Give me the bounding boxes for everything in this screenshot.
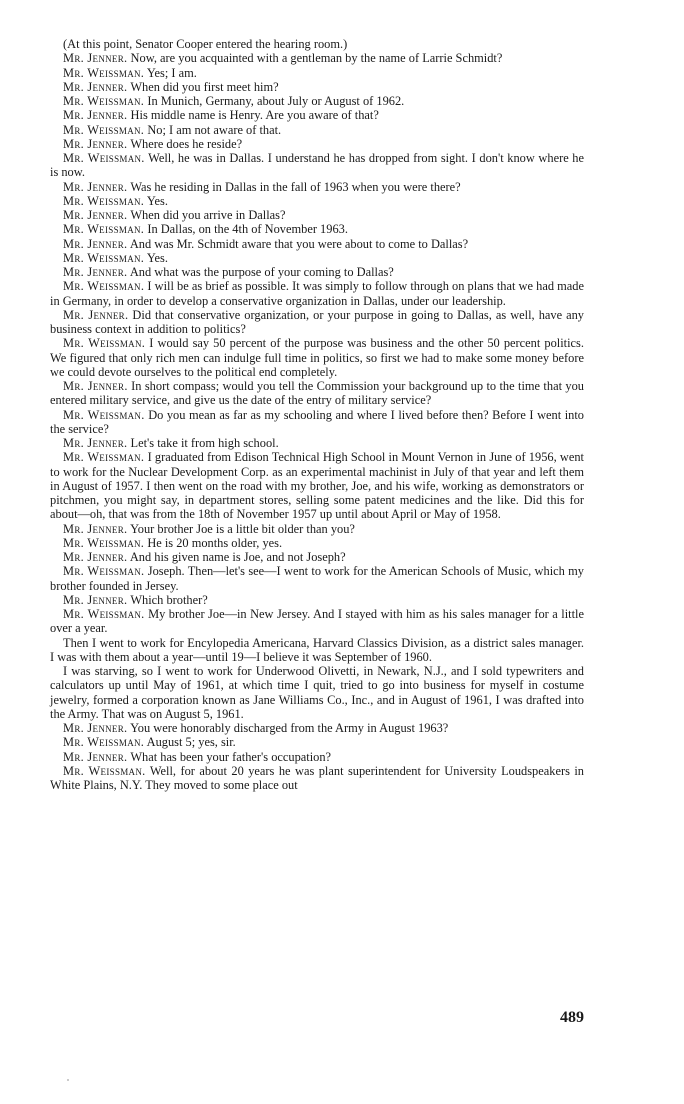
speaker-name: Mr. Jenner.	[63, 136, 128, 151]
speaker-name: Mr. Weissman.	[63, 193, 145, 208]
speaker-name: Mr. Jenner.	[63, 265, 128, 279]
transcript-paragraph	[50, 66, 584, 80]
testimony-text: Now, are you acquainted with a gentleman by the name of Larrie Schmidt?	[130, 51, 503, 66]
testimony-text: And what was the purpose of your coming to Dallas?	[129, 265, 394, 279]
transcript-paragraph	[50, 607, 584, 636]
transcript-paragraph	[50, 564, 584, 593]
testimony-text: I graduated from Edison Technical High School in Mount Vernon in June of 1956, went to work for the Nuclear Development Corp. as an experimental machinist in July of that year and left them in August of 1957. I then went on the road with my brother, Joe, and his wife, working as demonstrators or pitchmen, you might say, in department stores, selling some patent medicines and the like. Did this for about—oh, that was from the 18th of November 1957 up until about April or May of 1958.	[50, 450, 584, 522]
testimony-text: Then I went to work for Encylopedia Americana, Harvard Classics Division, as a district sales manager. I was with them about a year—until 19—I believe it was September of 1960.	[50, 635, 584, 664]
testimony-text: Do you mean as far as my schooling and where I lived before then? Before I went into the service?	[50, 407, 584, 436]
speaker-name: Mr. Jenner.	[63, 379, 128, 393]
transcript-paragraph	[50, 750, 584, 764]
testimony-text: In Dallas, on the 4th of November 1963.	[147, 222, 348, 237]
transcript-paragraph	[50, 336, 584, 379]
testimony-text: August 5; yes, sir.	[146, 735, 236, 750]
speaker-name: Mr. Jenner.	[63, 307, 129, 322]
speaker-name: Mr. Weissman.	[63, 763, 146, 778]
testimony-text: My brother Joe—in New Jersey. And I stayed with him as his sales manager for a little over a year.	[50, 607, 584, 636]
testimony-text: Yes; I am.	[146, 65, 197, 80]
speaker-name: Mr. Jenner.	[63, 436, 128, 450]
testimony-text: I was starving, so I went to work for Underwood Olivetti, in Newark, N.J., and I sold typewriters and calculators up until May of 1961, at which time I quit, tried to go into business for myself in costume jewelry, formed a corporation known as Jane Williams Co., Inc., and in August of 1961, I was drafted into the Army. That was on August 5, 1961.	[50, 664, 584, 721]
testimony-text: What has been your father's occupation?	[130, 749, 332, 764]
speaker-name: Mr. Weissman.	[63, 151, 145, 165]
speaker-name: Mr. Jenner.	[63, 521, 128, 536]
transcript-paragraph	[50, 764, 584, 793]
speaker-name: Mr. Jenner.	[63, 236, 128, 251]
testimony-text: Which brother?	[130, 592, 208, 607]
transcript-paragraph	[50, 308, 584, 337]
transcript-paragraph	[50, 636, 584, 665]
speaker-name: Mr. Weissman.	[63, 336, 146, 351]
testimony-text: And his given name is Joe, and not Joseph?	[129, 550, 346, 564]
testimony-text: Well, for about 20 years he was plant superintendent for University Loudspeakers in White Plains, N.Y. They moved to some place out	[50, 763, 584, 792]
transcript-paragraph	[50, 279, 584, 308]
transcript-paragraph	[50, 80, 584, 94]
transcript-paragraph	[50, 123, 584, 137]
transcript-paragraph	[50, 180, 584, 194]
speaker-name: Mr. Weissman.	[63, 122, 145, 137]
speaker-name: Mr. Jenner.	[63, 749, 128, 764]
transcript-paragraph	[50, 536, 584, 550]
transcript-paragraph	[50, 222, 584, 236]
testimony-text: No; I am not aware of that.	[147, 122, 282, 137]
speaker-name: Mr. Jenner.	[63, 208, 128, 222]
transcript-paragraph	[50, 379, 584, 408]
transcript-paragraph	[50, 593, 584, 607]
testimony-text: He is 20 months older, yes.	[147, 535, 283, 550]
testimony-text: Where does he reside?	[130, 136, 243, 151]
speaker-name: Mr. Jenner.	[63, 179, 128, 194]
speaker-name: Mr. Jenner.	[63, 592, 128, 607]
transcript-paragraph	[50, 522, 584, 536]
speaker-name: Mr. Jenner.	[63, 108, 128, 123]
transcript-paragraph	[50, 436, 584, 450]
transcript-paragraph	[50, 550, 584, 564]
testimony-text: Yes.	[146, 193, 168, 208]
testimony-text: Your brother Joe is a little bit older than you?	[130, 521, 355, 536]
transcript-paragraph	[50, 208, 584, 222]
transcript-paragraph	[50, 94, 584, 108]
testimony-text: I will be as brief as possible. It was simply to follow through on plans that we had made in Germany, in order to develop a conservative organization in Dallas, under our leadership.	[50, 279, 584, 308]
testimony-text: You were honorably discharged from the Army in August 1963?	[130, 721, 449, 735]
testimony-text: And was Mr. Schmidt aware that you were about to come to Dallas?	[129, 236, 469, 251]
speaker-name: Mr. Weissman.	[63, 250, 145, 265]
testimony-text: (At this point, Senator Cooper entered the hearing room.)	[63, 37, 348, 51]
transcript-paragraph	[50, 265, 584, 279]
testimony-text: When did you arrive in Dallas?	[130, 208, 286, 222]
speaker-name: Mr. Weissman.	[63, 407, 145, 422]
transcript-page	[50, 37, 584, 792]
page-number: 489	[560, 1009, 584, 1026]
testimony-text: In short compass; would you tell the Commission your background up to the time that you entered military service, and give us the date of the entry of military service?	[50, 379, 584, 408]
testimony-text: Did that conservative organization, or your purpose in going to Dallas, as well, have any business context in addition to politics?	[50, 307, 584, 336]
transcript-paragraph	[50, 151, 584, 180]
testimony-text: His middle name is Henry. Are you aware of that?	[130, 108, 379, 123]
transcript-paragraph	[50, 37, 584, 51]
speaker-name: Mr. Weissman.	[63, 222, 145, 237]
transcript-paragraph	[50, 408, 584, 437]
speaker-name: Mr. Jenner.	[63, 721, 128, 735]
speaker-name: Mr. Weissman.	[63, 564, 145, 579]
speaker-name: Mr. Jenner.	[63, 550, 128, 564]
scan-speck	[67, 1079, 69, 1081]
speaker-name: Mr. Weissman.	[63, 735, 145, 750]
transcript-paragraph	[50, 721, 584, 735]
transcript-paragraph	[50, 450, 584, 521]
speaker-name: Mr. Weissman.	[63, 94, 145, 108]
testimony-text: In Munich, Germany, about July or August of 1962.	[147, 94, 405, 108]
transcript-paragraph	[50, 735, 584, 749]
transcript-paragraph	[50, 51, 584, 65]
transcript-paragraph	[50, 137, 584, 151]
speaker-name: Mr. Weissman.	[63, 535, 145, 550]
speaker-name: Mr. Weissman.	[63, 279, 145, 294]
testimony-text: Yes.	[146, 250, 168, 265]
testimony-text: Well, he was in Dallas. I understand he has dropped from sight. I don't know where he is now.	[50, 151, 585, 180]
testimony-text: When did you first meet him?	[130, 79, 279, 94]
speaker-name: Mr. Jenner.	[63, 79, 128, 94]
transcript-paragraph	[50, 108, 584, 122]
speaker-name: Mr. Jenner.	[63, 51, 128, 66]
testimony-text: I would say 50 percent of the purpose was business and the other 50 percent politics. We figured that only rich men can indulge full time in politics, so first we had to make some money before we could devote ourselves to the political end completely.	[50, 336, 584, 379]
transcript-paragraph	[50, 251, 584, 265]
transcript-paragraph	[50, 194, 584, 208]
speaker-name: Mr. Weissman.	[63, 607, 145, 621]
speaker-name: Mr. Weissman.	[63, 65, 145, 80]
transcript-paragraph	[50, 664, 584, 721]
speaker-name: Mr. Weissman.	[63, 450, 145, 465]
testimony-text: Let's take it from high school.	[130, 436, 279, 450]
transcript-paragraph	[50, 237, 584, 251]
testimony-text: Was he residing in Dallas in the fall of 1963 when you were there?	[130, 179, 461, 194]
testimony-text: Joseph. Then—let's see—I went to work for the American Schools of Music, which my brother founded in Jersey.	[50, 564, 585, 593]
